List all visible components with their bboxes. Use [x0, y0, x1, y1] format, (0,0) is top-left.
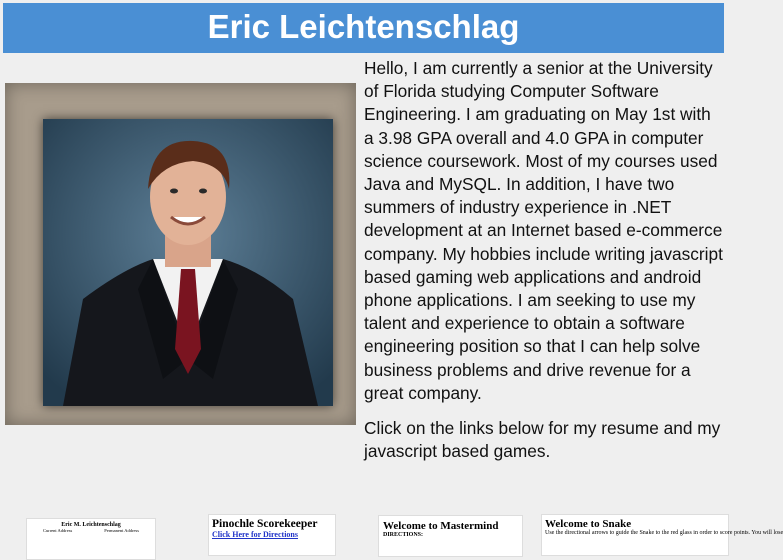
profile-photo — [43, 119, 333, 406]
resume-thumbnail[interactable] — [26, 518, 156, 560]
pinochle-thumbnail-title: Pinochle Scorekeeper — [212, 518, 318, 530]
pinochle-directions-link[interactable]: Click Here for Directions — [212, 530, 298, 539]
links-intro: Click on the links below for my resume and my javascript based games. — [364, 418, 721, 462]
resume-permanent-address: Permanent Address — [104, 528, 140, 533]
mastermind-thumbnail[interactable] — [378, 515, 523, 557]
page-header — [3, 3, 724, 53]
bio-section — [364, 57, 724, 475]
resume-address-row — [27, 528, 155, 533]
snake-thumbnail[interactable] — [541, 514, 783, 556]
portrait-image — [43, 119, 333, 406]
photo-frame — [5, 83, 356, 425]
resume-thumbnail-title: Eric M. Leichtenschlag — [61, 522, 121, 528]
pinochle-thumbnail[interactable] — [208, 514, 336, 556]
bio-paragraph: Hello, I am currently a senior at the University of Florida studying Computer Software Engineering. I am graduating on May 1st with a 3.98 GPA overall and 4.0 GPA in computer science coursework. Most of my courses used Java and MySQL. In addition, I have two summers of industry experience in .NET development at an Internet based e-commerce company. My hobbies include writing javascript based gaming web applications and android phone applications. I am seeking to use my talent and experience to obtain a software engineering position so that I can help solve business problems and drive revenue for a great company. — [364, 58, 723, 403]
snake-thumbnail-title: Welcome to Snake — [545, 518, 632, 530]
page-title: Eric Leichtenschlag — [207, 8, 520, 45]
resume-current-address: Current Address — [42, 528, 73, 533]
thumbnail-links — [0, 513, 783, 545]
snake-directions-text: Use the directional arrows to guide the Snake to the red glass in order to score points. You will lose — [545, 530, 783, 536]
mastermind-thumbnail-title: Welcome to Mastermind — [383, 520, 499, 532]
mastermind-directions-label: DIRECTIONS: — [383, 532, 424, 538]
